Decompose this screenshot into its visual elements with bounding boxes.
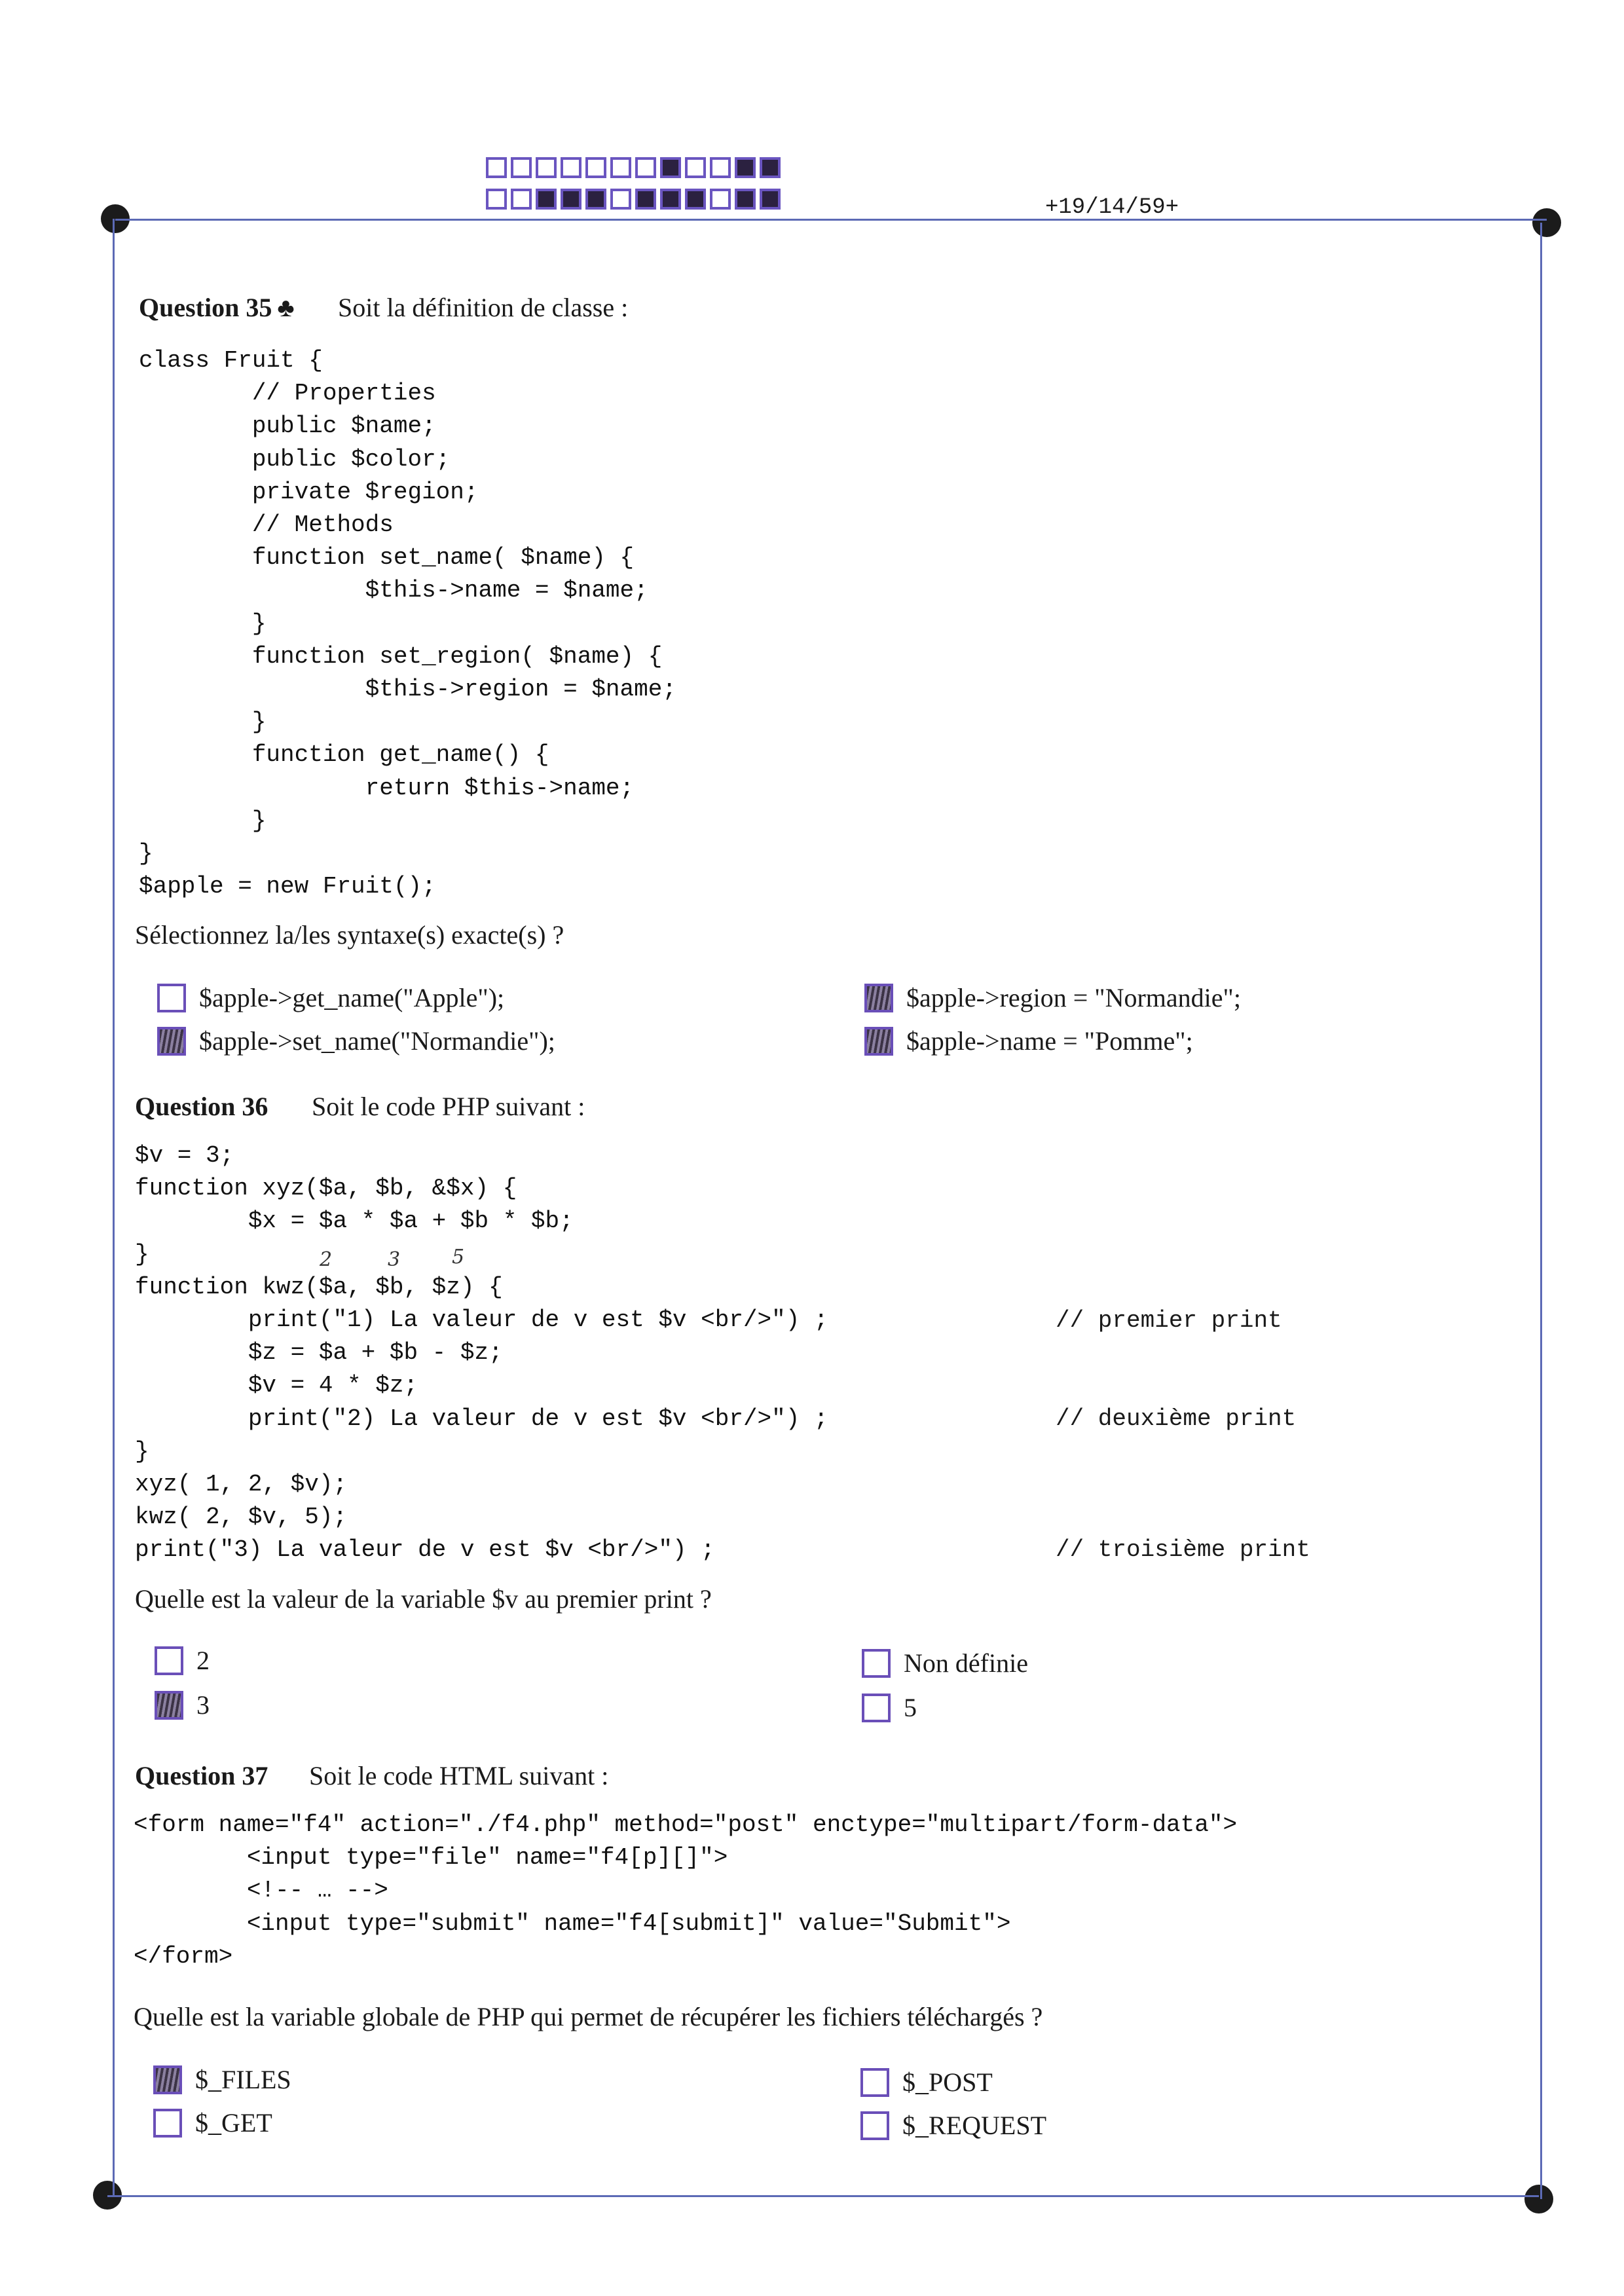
option-label: $_POST <box>902 2067 993 2097</box>
checkbox[interactable] <box>860 2068 889 2097</box>
frame-left <box>113 219 115 2195</box>
option-label: 5 <box>904 1693 917 1722</box>
option-label: $_GET <box>195 2108 272 2138</box>
barcode-cell <box>561 189 581 210</box>
barcode-cell <box>610 189 631 210</box>
barcode-cell <box>760 189 781 210</box>
handwritten-note-3: 5 <box>452 1246 465 1268</box>
q36-option-2[interactable] <box>155 1690 210 1720</box>
barcode-cell <box>511 189 532 210</box>
barcode-cell <box>760 157 781 178</box>
q36-code-block: $v = 3; function xyz($a, $b, &$x) { $x = $a * $a + $b * $b; } function kwz($a, $b, $z) { print("1) La valeur de v est $v <br/>") ; $z = $a + $b - $z; $v = 4 * $z; print("2) La valeur de v est $v <br/>") ; } xyz( 1, 2, $v); kwz( 2, $v, 5); print("3) La valeur de v est $v <br/>") ; <box>135 1142 828 1564</box>
checkbox[interactable] <box>862 1649 891 1678</box>
frame-right <box>1540 223 1542 2199</box>
option-label: $apple->set_name("Normandie"); <box>199 1026 555 1056</box>
handwritten-note-1: 2 <box>320 1248 333 1271</box>
q35-option-4[interactable] <box>864 1026 1193 1056</box>
q36-comment-1: // premier print <box>1056 1307 1282 1334</box>
option-label: $_REQUEST <box>902 2111 1046 2140</box>
page-id: +19/14/59+ <box>1045 195 1179 220</box>
barcode-cell <box>561 157 581 178</box>
barcode-cell <box>536 157 557 178</box>
barcode-cell <box>660 189 681 210</box>
q37-question: Quelle est la variable globale de PHP qui permet de récupérer les fichiers téléchargés ? <box>134 2002 1043 2031</box>
q35-question: Sélectionnez la/les syntaxe(s) exacte(s) ? <box>135 920 564 950</box>
barcode-cell <box>685 157 706 178</box>
checkbox[interactable] <box>860 2111 889 2140</box>
barcode-cell <box>710 189 731 210</box>
barcode-cell <box>511 157 532 178</box>
checkbox[interactable] <box>153 2109 182 2138</box>
checkbox[interactable] <box>157 984 186 1012</box>
q35-code-block: class Fruit { // Properties public $name; public $color; private $region; // Methods function set_name( $name) { $this->name = $name; } function set_region( $name) { $this->region = $name; } function get_name() { return $this->name; } } $apple = new Fruit(); <box>139 347 676 900</box>
q36-prompt: Soit le code PHP suivant : <box>312 1092 585 1121</box>
option-label: 3 <box>196 1690 210 1720</box>
barcode-cell <box>610 157 631 178</box>
option-label: $apple->name = "Pomme"; <box>906 1026 1193 1056</box>
barcode-cell <box>486 157 507 178</box>
barcode-cell <box>635 157 656 178</box>
barcode-cell <box>585 189 606 210</box>
checkbox[interactable] <box>153 2065 182 2094</box>
barcode-cell <box>635 189 656 210</box>
handwritten-note-2: 3 <box>388 1248 401 1271</box>
checkbox[interactable] <box>155 1691 183 1720</box>
option-label: Non définie <box>904 1648 1028 1678</box>
checkbox[interactable] <box>157 1027 186 1056</box>
checkbox[interactable] <box>864 984 893 1012</box>
option-label: 2 <box>196 1646 210 1675</box>
corner-mark-top-right <box>1532 208 1561 237</box>
option-label: $_FILES <box>195 2065 291 2094</box>
q35-option-1[interactable] <box>157 982 504 1013</box>
q35-title <box>139 292 295 323</box>
q37-option-2[interactable] <box>153 2107 272 2138</box>
q37-title: Question 37 <box>135 1761 268 1790</box>
barcode-cell <box>735 189 756 210</box>
q37-prompt: Soit le code HTML suivant : <box>309 1761 609 1790</box>
barcode-cell <box>536 189 557 210</box>
q36-title: Question 36 <box>135 1092 268 1121</box>
corner-mark-bottom-right <box>1524 2185 1553 2213</box>
checkbox[interactable] <box>864 1027 893 1056</box>
q36-comment-2: // deuxième print <box>1056 1405 1297 1432</box>
barcode-row-1 <box>486 157 781 178</box>
frame-top <box>115 219 1547 221</box>
frame-bottom <box>107 2195 1539 2197</box>
q37-option-4[interactable] <box>860 2110 1046 2141</box>
barcode-cell <box>486 189 507 210</box>
barcode-cell <box>685 189 706 210</box>
q35-title-text: Question 35 <box>139 293 272 322</box>
barcode-cell <box>735 157 756 178</box>
q36-option-4[interactable] <box>862 1692 917 1723</box>
option-label: $apple->region = "Normandie"; <box>906 983 1241 1012</box>
q36-option-3[interactable] <box>862 1648 1028 1678</box>
club-icon: ♣ <box>277 293 295 322</box>
checkbox[interactable] <box>862 1694 891 1722</box>
q37-option-3[interactable] <box>860 2067 993 2098</box>
q35-prompt: Soit la définition de classe : <box>338 293 629 322</box>
q35-option-3[interactable] <box>864 982 1241 1013</box>
q36-question: Quelle est la valeur de la variable $v au premier print ? <box>135 1584 712 1614</box>
q36-option-1[interactable] <box>155 1645 210 1676</box>
q37-code-block: <form name="f4" action="./f4.php" method="post" enctype="multipart/form-data"> <input type="file" name="f4[p][]"> <!-- … --> <input type="submit" name="f4[submit]" value="Submit"> </form> <box>134 1811 1238 1970</box>
barcode-cell <box>585 157 606 178</box>
q35-option-2[interactable] <box>157 1026 555 1056</box>
checkbox[interactable] <box>155 1646 183 1675</box>
q37-option-1[interactable] <box>153 2064 291 2095</box>
option-label: $apple->get_name("Apple"); <box>199 983 505 1012</box>
barcode-cell <box>710 157 731 178</box>
barcode-cell <box>660 157 681 178</box>
q36-comment-3: // troisième print <box>1056 1536 1310 1563</box>
barcode-row-2 <box>486 189 781 210</box>
